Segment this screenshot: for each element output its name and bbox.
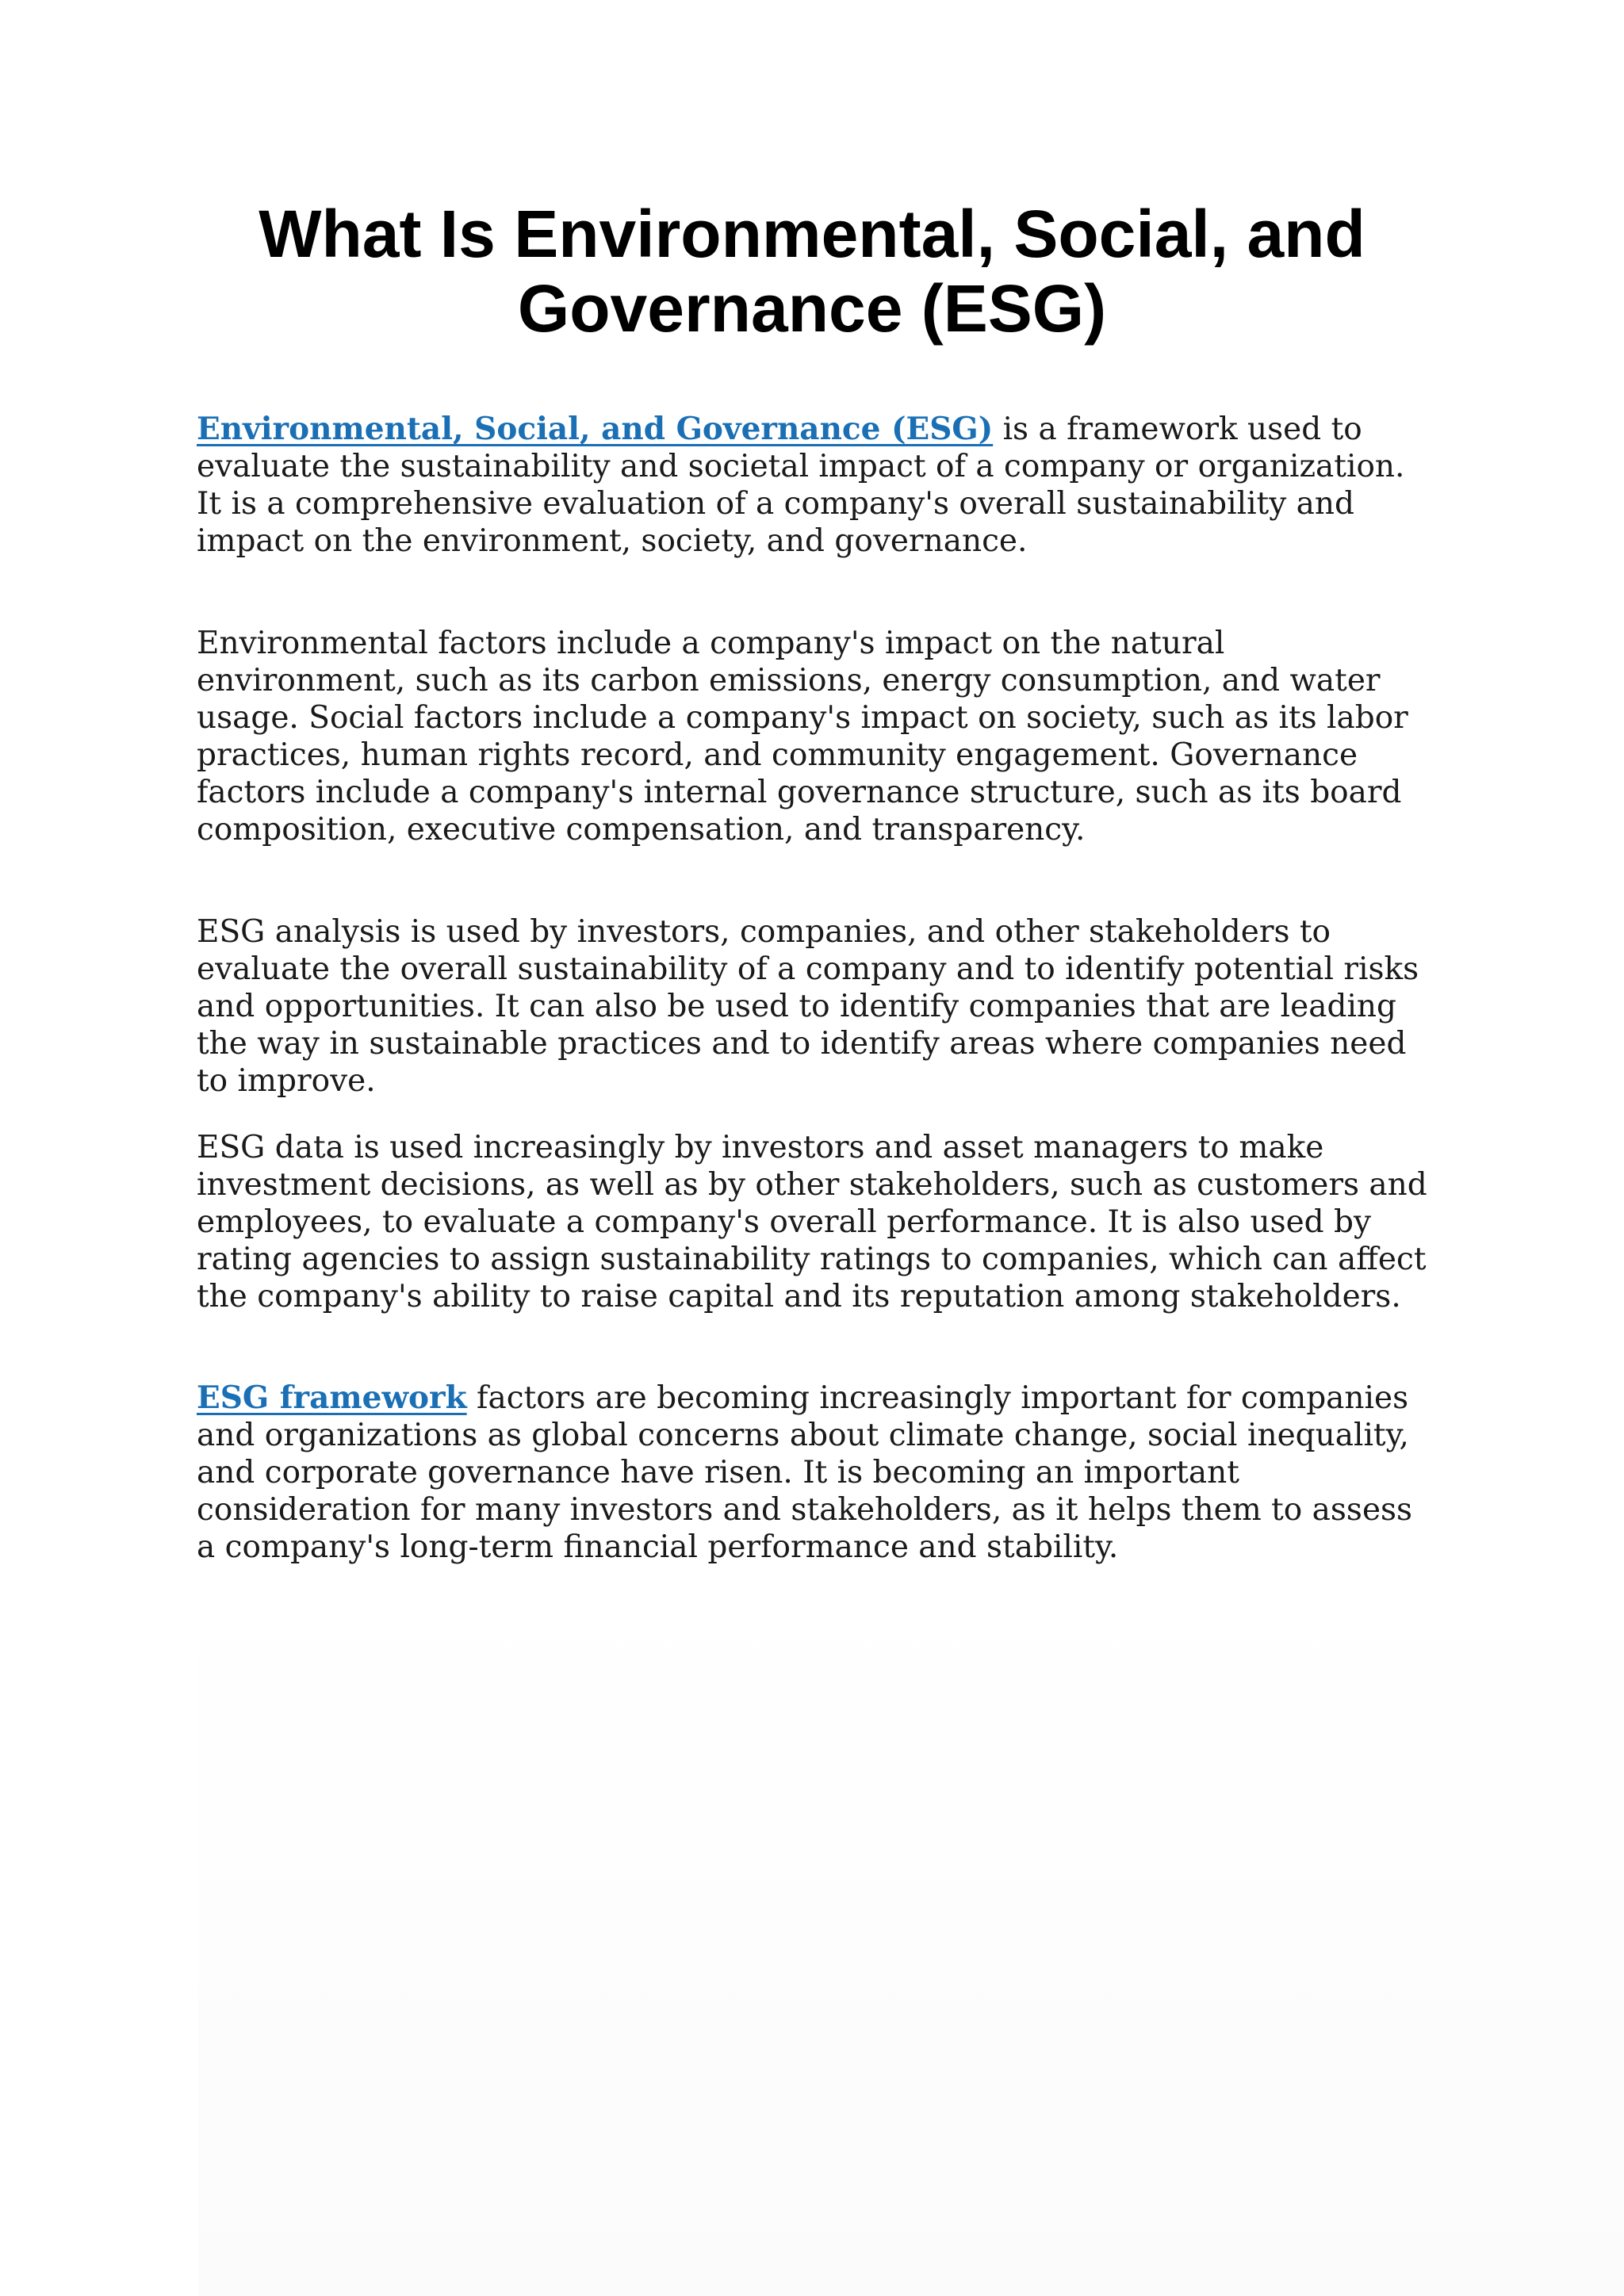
page-shading xyxy=(198,1578,1624,2296)
page-title: What Is Environmental, Social, and Governance (ESG) xyxy=(259,197,1365,346)
esg-framework-link[interactable]: ESG framework xyxy=(197,1380,467,1416)
paragraph-esg-data: ESG data is used increasingly by investors and asset managers to make investment decisions, as well as by other stakeholders, such as customers and employees, to evaluate a company's overall performance. It is also used by rating agencies to assign sustainability ratings to companies, which can affect the company's ability to raise capital and its reputation among stakeholders. xyxy=(197,1130,1427,1314)
paragraph-esg-definition xyxy=(197,411,1434,560)
paragraph-esg-analysis: ESG analysis is used by investors, companies, and other stakeholders to evaluate the overall sustainability of a company and to identify potential risks and opportunities. It can also be used to identify companies that are leading the way in sustainable practices and to identify areas where companies need to improve. xyxy=(197,914,1419,1099)
paragraph-text: factors are becoming increasingly important for companies and organizations as global concerns about climate change, social inequality, and corporate governance have risen. It is becoming an important consideration for many investors and stakeholders, as it helps them to assess a company's long-term financial performance and stability. xyxy=(197,1380,1413,1565)
paragraph-esg-framework xyxy=(197,1380,1434,1566)
paragraph-text: is a framework used to evaluate the sustainability and societal impact of a company or organization. It is a comprehensive evaluation of a company's overall sustainability and impact on the environment, society, and governance. xyxy=(197,411,1405,559)
paragraph-esg-factors: Environmental factors include a company's impact on the natural environment, such as its carbon emissions, energy consumption, and water usage. Social factors include a company's impact on society, such as its labor practices, human rights record, and community engagement. Governance factors include a company's internal governance structure, such as its board composition, executive compensation, and transparency. xyxy=(197,626,1408,848)
esg-definition-link[interactable]: Environmental, Social, and Governance (ESG) xyxy=(197,411,994,447)
